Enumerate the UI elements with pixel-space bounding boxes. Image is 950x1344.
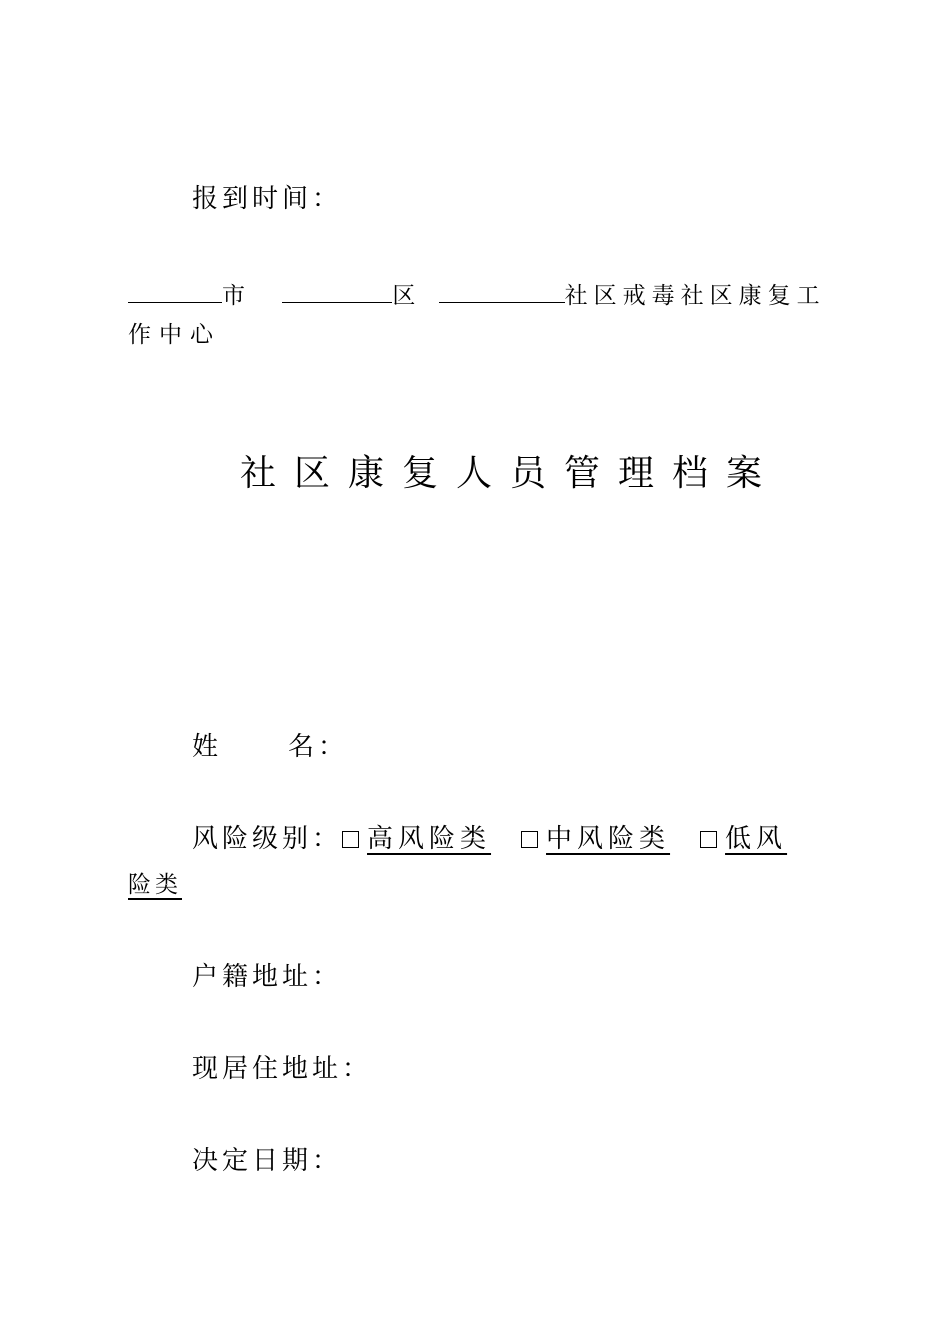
report-time-label: 报到时间： — [192, 184, 343, 214]
center-name-part2: 作中心 — [128, 322, 221, 348]
district-suffix: 区 — [392, 283, 422, 309]
district-blank[interactable] — [282, 280, 392, 303]
decision-date-label: 决定日期： — [192, 1146, 343, 1176]
risk-high-checkbox[interactable] — [342, 831, 359, 848]
risk-label: 风险级别： — [192, 824, 343, 854]
risk-options — [342, 824, 787, 854]
city-blank[interactable] — [128, 280, 222, 303]
risk-low-label-part1: 低风 — [725, 824, 788, 854]
name-label-1: 姓 — [192, 732, 223, 762]
center-line-row-1 — [128, 280, 826, 308]
city-suffix: 市 — [222, 283, 251, 309]
center-name-part1: 社区戒毒社区康复工 — [564, 283, 826, 309]
page-title: 社区康复人员管理档案 — [240, 453, 781, 494]
name-field — [192, 734, 348, 760]
risk-level-field — [192, 826, 787, 852]
current-address-label: 现居住地址： — [192, 1054, 373, 1084]
risk-low-checkbox[interactable] — [700, 831, 717, 848]
household-address-label: 户籍地址： — [192, 962, 343, 992]
name-label-2: 名： — [288, 732, 349, 762]
risk-high-label: 高风险类 — [367, 824, 492, 854]
risk-medium-checkbox[interactable] — [521, 831, 538, 848]
risk-level-continued — [128, 874, 218, 897]
risk-low-label-part2: 险类 — [128, 872, 182, 898]
community-blank[interactable] — [439, 280, 565, 303]
risk-medium-label: 中风险类 — [546, 824, 671, 854]
